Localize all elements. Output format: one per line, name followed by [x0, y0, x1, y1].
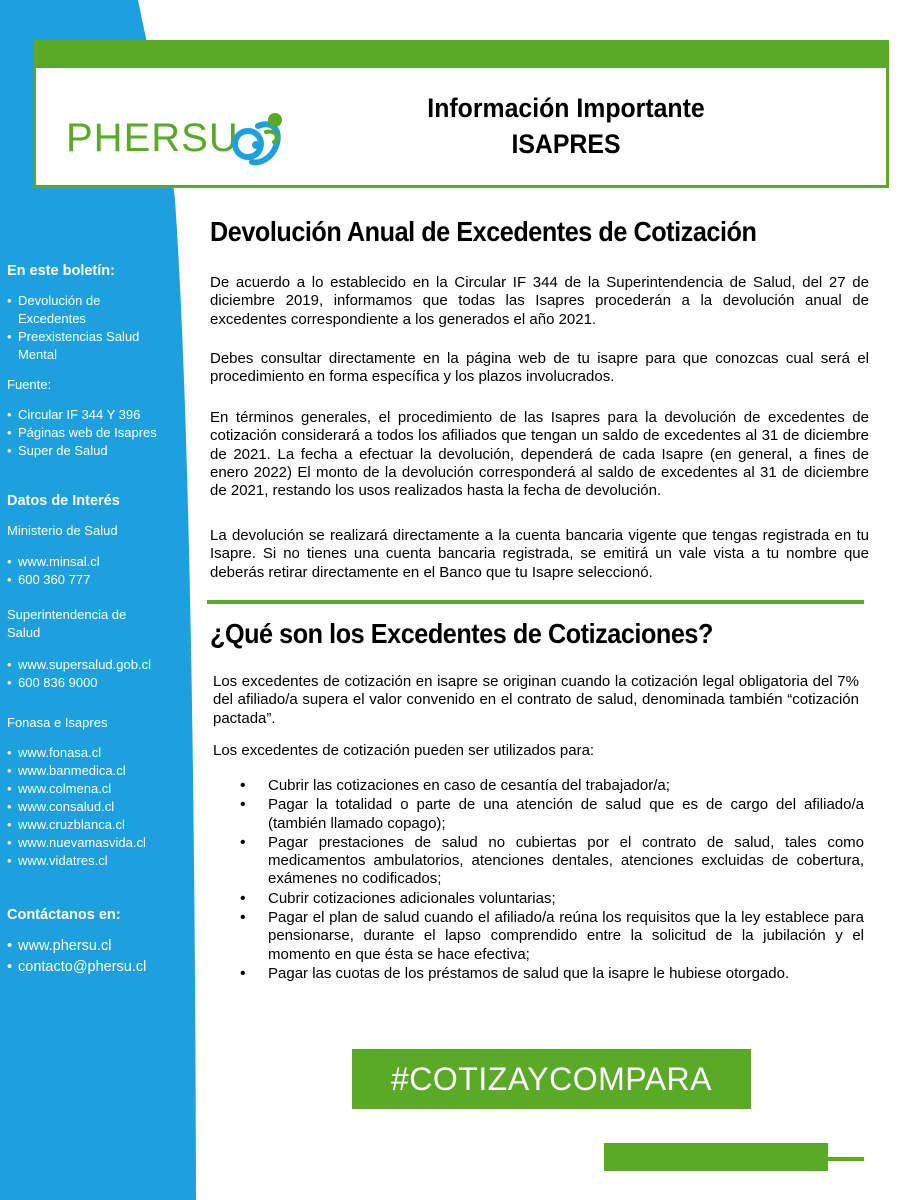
section1-title: Devolución Anual de Excedentes de Cotización [210, 216, 757, 247]
header-banner [33, 40, 889, 188]
source-label: Fuente: [7, 377, 52, 392]
header-title-line1: Información Importante [427, 93, 705, 123]
link-item[interactable]: • www.fonasa.cl [7, 744, 167, 762]
fonasa-list [7, 744, 167, 870]
list-item: • Pagar la totalidad o parte de una atención de salud que es de cargo del afiliado/a (también llamado copago); [240, 796, 864, 833]
section2-uses-label: Los excedentes de cotización pueden ser utilizados para: [213, 742, 595, 759]
sidebar [7, 262, 167, 978]
logo-text: PHERSU [66, 116, 239, 160]
list-item: • Pagar las cuotas de los préstamos de salud que la isapre le hubiese otorgado. [240, 965, 864, 983]
family-logo-icon [230, 108, 300, 170]
link-item[interactable]: • www.minsal.cl [7, 553, 167, 571]
source-list [7, 406, 167, 460]
phone-item: • 600 360 777 [7, 571, 167, 589]
phone-item: • 600 836 9000 [7, 674, 167, 692]
section1-paragraph-4: La devolución se realizará directamente a la cuenta bancaria vigente que tengas registrada en tu Isapre. Si no tienes una cuenta bancaria registrada, se emitirá un vale vista a tu nombre que deberás retirar directamente en el Banco que tu Isapre seleccionó. [210, 527, 869, 581]
list-item: • Devolución de Excedentes [7, 292, 167, 328]
list-item: • Pagar el plan de salud cuando el afiliado/a reúna los requisitos que la ley establece para pensionarse, durante el lapso comprendido entre la solicitud de la jubilación y el momento en que ésta se hace efectiva; [240, 909, 864, 964]
link-item[interactable]: • www.consalud.cl [7, 798, 167, 816]
supersalud-list [7, 656, 167, 692]
list-item: • Páginas web de Isapres [7, 424, 167, 442]
section1-paragraph-2: Debes consultar directamente en la página web de tu isapre para que conozcas cual será el procedimiento en forma específica y los plazos involucrados. [210, 350, 869, 386]
list-item: • Cubrir las cotizaciones en caso de cesantía del trabajador/a; [240, 777, 864, 795]
header-title [382, 90, 750, 162]
minsal-list [7, 553, 167, 589]
minsal-label: Ministerio de Salud [7, 523, 118, 538]
link-item[interactable]: • www.supersalud.gob.cl [7, 656, 167, 674]
website-link[interactable]: • www.phersu.cl [7, 936, 167, 957]
list-item: • Circular IF 344 Y 396 [7, 406, 167, 424]
link-item[interactable]: • www.vidatres.cl [7, 852, 167, 870]
link-item[interactable]: • www.banmedica.cl [7, 762, 167, 780]
list-item: • Super de Salud [7, 442, 167, 460]
link-item[interactable]: • www.nuevamasvida.cl [7, 834, 167, 852]
list-item: • Pagar prestaciones de salud no cubiertas por el contrato de salud, tales como medicamentos ambulatorios, atenciones dentales, atenciones excluidas de cobertura, exámenes no codificados; [240, 834, 864, 889]
cotiza-y-compara-button[interactable]: #COTIZAYCOMPARA [352, 1049, 751, 1109]
list-item: • Preexistencias Salud Mental [7, 328, 167, 364]
section1-paragraph-1: De acuerdo a lo establecido en la Circular IF 344 de la Superintendencia de Salud, del 27 de diciembre 2019, informamos que todas las Isapres procederán a la devolución anual de excedentes correspondiente a los generados el año 2021. [210, 274, 869, 328]
uses-list [240, 777, 864, 984]
link-item[interactable]: • www.colmena.cl [7, 780, 167, 798]
in-bulletin-heading: En este boletín: [7, 263, 115, 279]
header-title-line2: ISAPRES [511, 129, 621, 159]
section2-intro: Los excedentes de cotización en isapre se originan cuando la cotización legal obligatoria del 7% del afiliado/a supera el valor convenido en el contrato de salud, denominada también “cotización pactada”. [213, 673, 859, 727]
contact-list [7, 936, 167, 978]
section2-title: ¿Qué son los Excedentes de Cotizaciones? [210, 618, 713, 649]
link-item[interactable]: • www.cruzblanca.cl [7, 816, 167, 834]
list-item: • Cubrir cotizaciones adicionales voluntarias; [240, 890, 864, 908]
fonasa-label: Fonasa e Isapres [7, 715, 108, 730]
contact-heading: Contáctanos en: [7, 907, 121, 923]
section1-paragraph-3: En términos generales, el procedimiento de las Isapres para la devolución de excedentes de cotización considerará a todos los afiliados que tengan un saldo de excedentes al 31 de diciembre de 2021. La fecha a efectuar la devolución, dependerá de cada Isapre (en general, a fines de enero 2022) El monto de la devolución corresponderá al saldo de excedentes al 31 de diciembre de 2021, restando los usos realizados hasta la fecha de devolución. [210, 409, 869, 500]
in-bulletin-list [7, 292, 167, 364]
email-link[interactable]: • contacto@phersu.cl [7, 957, 167, 978]
footer-line [604, 1157, 864, 1161]
data-heading: Datos de Interés [7, 493, 120, 509]
supersalud-label: Superintendencia de Salud [7, 607, 127, 640]
section-divider [207, 600, 864, 604]
